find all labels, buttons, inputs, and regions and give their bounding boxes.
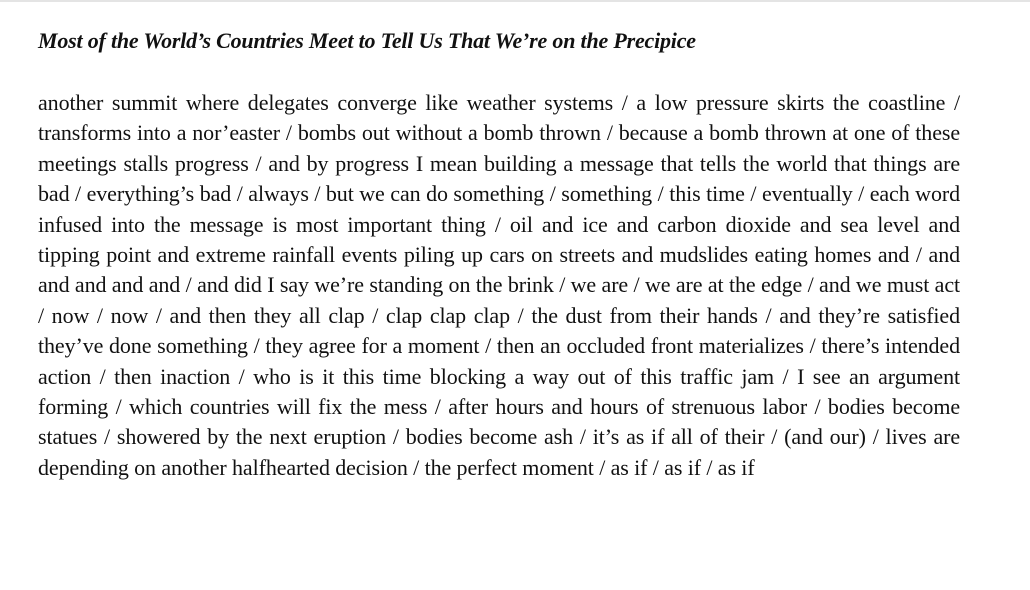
top-divider <box>0 0 1030 2</box>
poem <box>38 26 960 483</box>
poem-title: Most of the World’s Countries Meet to Tell Us That We’re on the Precipice <box>38 28 696 53</box>
poem-body: another summit where delegates converge like weather systems / a low pressure skirts the coastline / transforms into a nor’easter / bombs out without a bomb thrown / because a bomb thrown at one of these meetings stalls progress / and by progress I mean building a message that tells the world that things are bad / everything’s bad / always / but we can do something / something / this time / eventually / each word infused into the message is most important thing / oil and ice and carbon dioxide and sea level and tipping point and extreme rainfall events piling up cars on streets and mudslides eating homes and / and and and and and / and did I say we’re standing on the brink / we are / we are at the edge / and we must act / now / now / and then they all clap / clap clap clap / the dust from their hands / and they’re satisfied they’ve done something / they agree for a moment / then an occluded front materializes / there’s intended action / then inaction / who is it this time blocking a way out of this traffic jam / I see an argument forming / which countries will fix the mess / after hours and hours of strenuous labor / bodies become statues / showered by the next eruption / bodies become ash / it’s as if all of their / (and our) / lives are depending on another halfhearted decision / the perfect moment / as if / as if / as if <box>38 90 960 480</box>
